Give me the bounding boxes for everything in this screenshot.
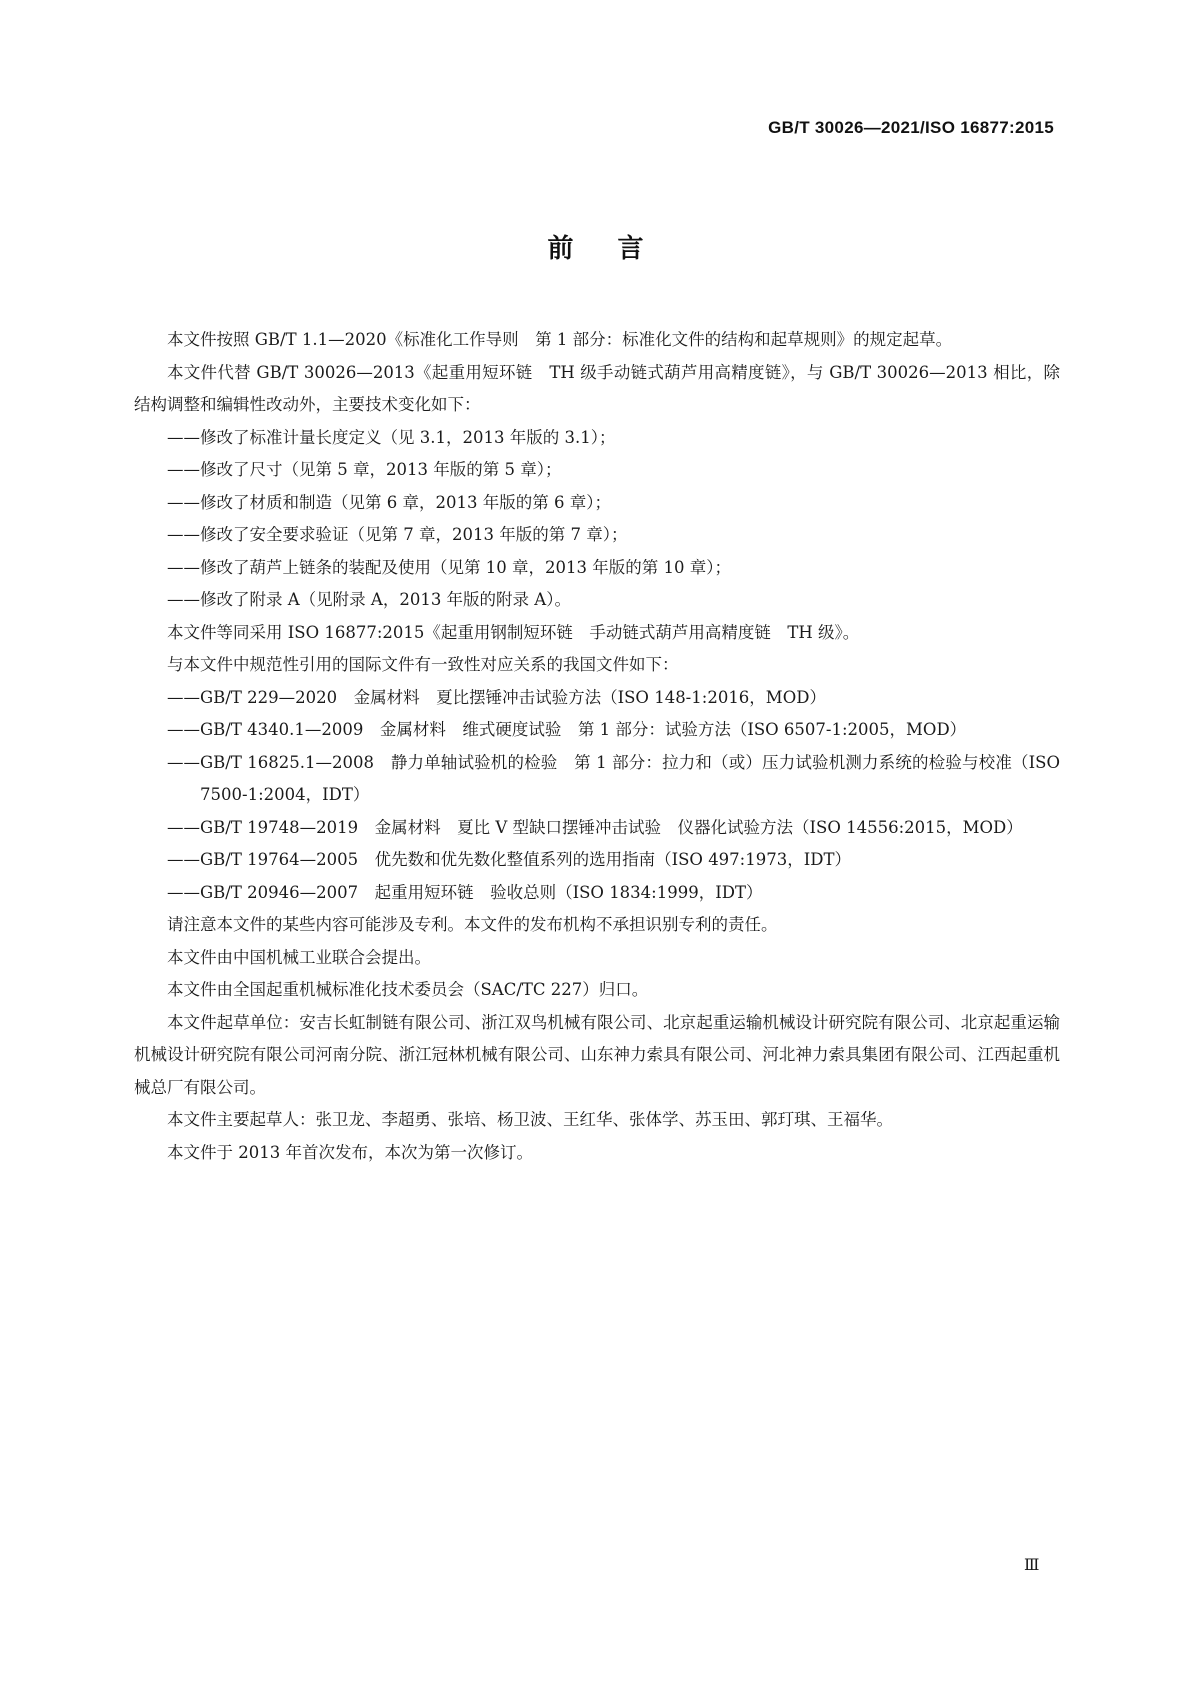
page-title xyxy=(0,228,1191,265)
change-item: ——修改了葫芦上链条的装配及使用（见第 10 章，2013 年版的第 10 章）； xyxy=(167,557,731,577)
paragraph-replaces: 本文件代替 GB/T 30026—2013《起重用短环链 TH 级手动链式葫芦用高精度链》，与 GB/T 30026—2013 相比，除结构调整和编辑性改动外，主要技术变化如下： xyxy=(134,362,1060,414)
change-item: ——修改了尺寸（见第 5 章，2013 年版的第 5 章）； xyxy=(167,460,562,479)
paragraph-history: 本文件于 2013 年首次发布，本次为第一次修订。 xyxy=(167,1142,533,1162)
paragraph-drafting-units: 本文件起草单位：安吉长虹制链有限公司、浙江双鸟机械有限公司、北京起重运输机械设计研究院有限公司、北京起重运输机械设计研究院有限公司河南分院、浙江冠林机械有限公司、山东神力索具有限公司、河北神力索具集团有限公司、江西起重机械总厂有限公司。 xyxy=(134,1012,1060,1097)
reference-item: ——GB/T 20946—2007 起重用短环链 验收总则（ISO 1834:1999，IDT） xyxy=(167,882,763,902)
reference-item: ——GB/T 19748—2019 金属材料 夏比 V 型缺口摆锤冲击试验 仪器化试验方法（ISO 14556:2015，MOD） xyxy=(167,817,1023,837)
reference-item: ——GB/T 19764—2005 优先数和优先数化整值系列的选用指南（ISO 497:1973，IDT） xyxy=(167,850,851,869)
change-item: ——修改了安全要求验证（见第 7 章，2013 年版的第 7 章）； xyxy=(167,525,628,544)
paragraph-references-intro: 与本文件中规范性引用的国际文件有一致性对应关系的我国文件如下： xyxy=(167,655,679,674)
change-item: ——修改了附录 A（见附录 A，2013 年版的附录 A）。 xyxy=(167,590,571,609)
foreword-body xyxy=(134,324,1060,1169)
standard-code-header: GB/T 30026—2021/ISO 16877:2015 xyxy=(768,118,1054,137)
paragraph-proposer: 本文件由中国机械工业联合会提出。 xyxy=(167,947,431,967)
change-item: ——修改了标准计量长度定义（见 3.1，2013 年版的 3.1）； xyxy=(167,427,616,447)
paragraph-technical-committee: 本文件由全国起重机械标准化技术委员会（SAC/TC 227）归口。 xyxy=(167,980,649,999)
paragraph-drafters: 本文件主要起草人：张卫龙、李超勇、张培、杨卫波、王红华、张体学、苏玉田、郭玎琪、王福华。 xyxy=(167,1110,893,1129)
paragraph-drafting-rules: 本文件按照 GB/T 1.1—2020《标准化工作导则 第 1 部分：标准化文件的结构和起草规则》的规定起草。 xyxy=(167,330,953,349)
title-char-2: 言 xyxy=(617,234,644,264)
paragraph-adoption: 本文件等同采用 ISO 16877:2015《起重用钢制短环链 手动链式葫芦用高精度链 TH 级》。 xyxy=(167,622,860,642)
reference-item: ——GB/T 4340.1—2009 金属材料 维式硬度试验 第 1 部分：试验方法（ISO 6507-1:2005，MOD） xyxy=(167,720,967,739)
reference-item: ——GB/T 229—2020 金属材料 夏比摆锤冲击试验方法（ISO 148-1:2016，MOD） xyxy=(167,687,826,707)
paragraph-patent-notice: 请注意本文件的某些内容可能涉及专利。本文件的发布机构不承担识别专利的责任。 xyxy=(167,915,778,934)
page-number: Ⅲ xyxy=(1024,1555,1040,1574)
change-item: ——修改了材质和制造（见第 6 章，2013 年版的第 6 章）； xyxy=(167,492,611,512)
title-char-1: 前 xyxy=(547,234,574,264)
reference-item: ——GB/T 16825.1—2008 静力单轴试验机的检验 第 1 部分：拉力和（或）压力试验机测力系统的检验与校准（ISO 7500-1:2004，IDT） xyxy=(167,752,1060,804)
